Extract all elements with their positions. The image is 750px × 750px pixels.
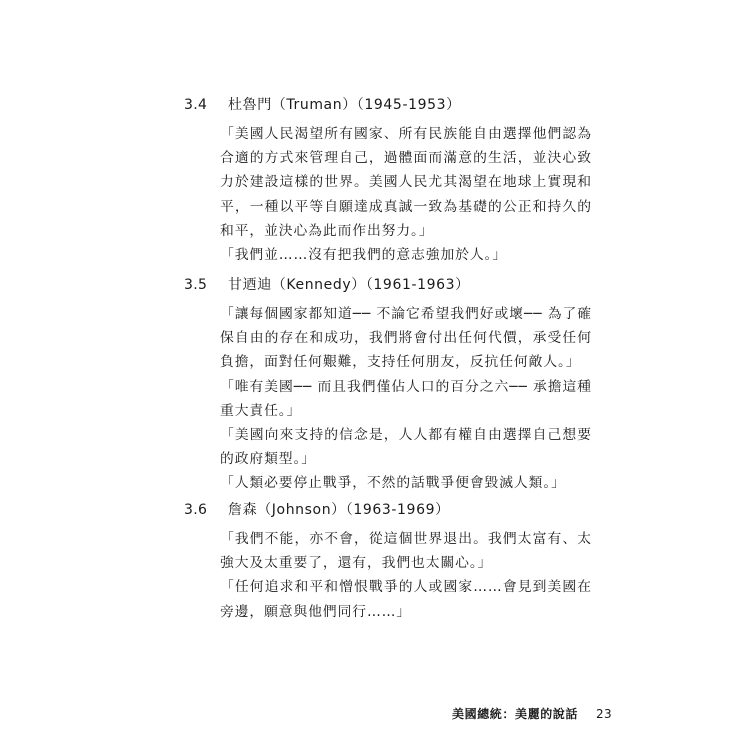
quote: 「美國人民渴望所有國家、所有民族能自由選擇他們認為合適的方式來管理自己，過體面而滿意的生活，並決心致力於建設這樣的世界。美國人民尤其渴望在地球上實現和平，一種以平等自願達成真誠一致為基礎的公正和持久的和平，並決心為此而作出努力。」 [220, 126, 592, 239]
section-number: 3.5 [184, 277, 208, 293]
quote-list [220, 527, 592, 624]
quote-list [220, 122, 592, 267]
quote: 「我們並……沒有把我們的意志強加於人。」 [220, 247, 508, 264]
running-title: 美國總統：美麗的說話 [452, 707, 579, 721]
quote: 「唯有美國── 而且我們僅佔人口的百分之六── 承擔這種重大責任。」 [220, 378, 592, 419]
quote: 「任何追求和平和憎恨戰爭的人或國家……會見到美國在旁邊，願意與他們同行……」 [220, 579, 592, 620]
quote: 「讓每個國家都知道── 不論它希望我們好或壞── 為了確保自由的存在和成功，我們將會付出任何代價，承受任何負擔，面對任何艱難，支持任何朋友，反抗任何敵人。」 [220, 306, 592, 371]
section-number: 3.4 [184, 97, 208, 113]
quote-list [220, 302, 592, 496]
section-title: 詹森（Johnson）（1963-1969） [228, 502, 450, 518]
section-title: 甘迺迪（Kennedy）（1961-1963） [228, 277, 470, 293]
quote: 「我們不能，亦不會，從這個世界退出。我們太富有、太強大及太重要了，還有，我們也太關心。」 [220, 531, 592, 572]
quote: 「美國向來支持的信念是，人人都有權自由選擇自己想要的政府類型。」 [220, 427, 592, 468]
quote: 「人類必要停止戰爭，不然的話戰爭便會毀滅人類。」 [220, 475, 566, 492]
page-number: 23 [596, 707, 613, 721]
section-number: 3.6 [184, 502, 208, 518]
section-title: 杜魯門（Truman）（1945-1953） [228, 97, 461, 113]
